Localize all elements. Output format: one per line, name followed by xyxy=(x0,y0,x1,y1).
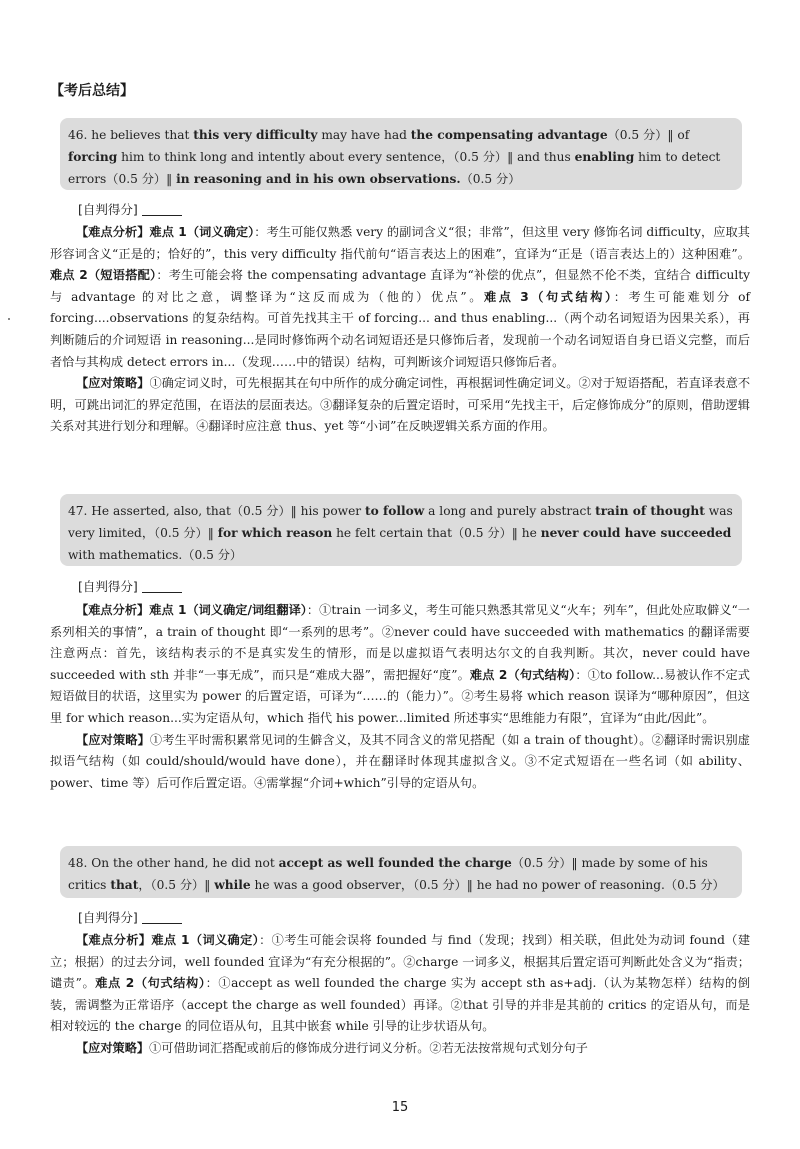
q48-analysis xyxy=(50,930,750,1038)
question-46-box xyxy=(60,118,742,190)
q47-bold: to follow xyxy=(365,504,425,518)
strategy-text: ①可借助词汇搭配或前后的修饰成分进行词义分析。②若无法按常规句式划分句子 xyxy=(149,1040,588,1055)
q48-bold: that xyxy=(110,878,139,892)
q47-text: with mathematics.（0.5 分） xyxy=(68,548,243,562)
self-score-46 xyxy=(78,200,182,218)
q46-text: 46. he believes that xyxy=(68,128,194,142)
q47-analysis xyxy=(50,600,750,730)
analysis-text: ：①accept as well founded the charge 实为 accept sth as+adj.（认为某物怎样）结构的倒装，需调整为正常语序（accept the charge as well founded）再译。②that 引导的并非是其前的 critics 的定语从句，而是相对较远的 the charge 的同位语从句，且其中嵌套 while 引导的让步状语从句。 xyxy=(50,976,751,1034)
q47-bold: never could have succeeded xyxy=(540,526,732,540)
q46-bold: enabling xyxy=(574,150,635,164)
self-score-48 xyxy=(78,908,182,926)
difficulty-2: 难点 2（句式结构） xyxy=(469,667,576,682)
analysis-text: ：考生可能仅熟悉 very 的副词含义“很；非常”，但这里 very 修饰名词 difficulty，应取其形容词含义“正是的；恰好的”，this very difficulty 指代前句“语言表达上的困难”，宜译为“正是（语言表达上的）这种困难”。 xyxy=(50,225,750,261)
q48-text: he was a good observer，（0.5 分）‖ he had no power of reasoning.（0.5 分） xyxy=(250,878,725,892)
q47-strategy xyxy=(50,730,750,795)
q46-bold: the compensating advantage xyxy=(410,128,608,142)
analysis-text: ：①train 一词多义，考生可能只熟悉其常见义“火车；列车”，但此处应取僻义“一系列相关的事情”，a train of thought 即“一系列的思考”。②never could have succeeded with mathematics 的翻译需要注意两点：首先，该结构表示的不是真实发生的情形，而是以虚拟语气表明达尔文的自我判断。其次，never could have succeeded with sth 并非“一事无成”，而只是“难成大器”，需把握好“度”。 xyxy=(50,603,750,682)
q47-text: 47. He asserted, also, that（0.5 分）‖ his power xyxy=(68,504,366,518)
analysis-text: ：考生可能难划分 of forcing....observations 的复杂结构。可首先找其主干 of forcing... and thus enabling...（两个动名词短语为因果关系），再判断随后的介词短语 in reasoning...是同时修饰两个动名词短语还是只修饰后者，发现前一个动名词短语自身已语义完整，而后者恰与其构成 detect errors in...（发现……中的错误）结构，可判断该介词短语只修饰后者。 xyxy=(50,289,750,369)
q48-bold: while xyxy=(214,878,251,892)
score-blank[interactable] xyxy=(142,580,182,593)
q47-text: was very limited，（0.5 分）‖ xyxy=(68,504,733,540)
self-score-47 xyxy=(78,577,182,595)
section-title: 【考后总结】 xyxy=(50,83,134,99)
score-blank[interactable] xyxy=(142,911,182,924)
strategy-label: 【应对策略】 xyxy=(76,1040,150,1055)
analysis-label: 【难点分析】 xyxy=(76,225,150,239)
q47-text: he felt certain that（0.5 分）‖ he xyxy=(332,526,541,540)
q47-bold: for which reason xyxy=(217,526,333,540)
strategy-label: 【应对策略】 xyxy=(76,376,150,391)
strategy-text: ①考生平时需积累常见词的生僻含义，及其不同含义的常见搭配（如 a train of thought）。②翻译时需识别虚拟语气结构（如 could/should/would have done），并在翻译时体现其虚拟含义。③不定式短语在一些名词（如 ability、power、time 等）后可作后置定语。④需掌握“介词+which”引导的定语从句。 xyxy=(50,732,750,790)
difficulty-1: 难点 1（词义确定/词组翻译） xyxy=(149,603,307,617)
analysis-text: ：考生可能会将 the compensating advantage 直译为“补偿的优点”，但显然不伦不类，宜结合 difficulty 与 advantage 的对比之意，调整译为“这反而成为（他的）优点”。 xyxy=(50,268,750,304)
difficulty-2: 难点 2（短语搭配） xyxy=(50,268,157,283)
q46-bold: this very difficulty xyxy=(193,128,318,142)
q46-analysis xyxy=(50,222,750,373)
self-score-label: [自判得分] xyxy=(78,579,138,594)
q46-bold: in reasoning and in his own observations. xyxy=(176,172,461,186)
q47-analysis-block xyxy=(50,600,750,794)
q48-analysis-block xyxy=(50,930,750,1060)
q46-analysis-block xyxy=(50,222,750,438)
analysis-label: 【难点分析】 xyxy=(76,603,150,617)
strategy-label: 【应对策略】 xyxy=(76,732,150,747)
q46-text: him to think long and intently about every sentence，（0.5 分）‖ and thus xyxy=(117,150,575,164)
q48-bold: accept as well founded the charge xyxy=(278,856,512,870)
q48-text: ，（0.5 分）‖ xyxy=(138,878,215,892)
q47-text: a long and purely abstract xyxy=(424,504,596,518)
q46-text: （0.5 分）‖ of xyxy=(607,128,690,142)
q48-text: （0.5 分）‖ made by some of his critics xyxy=(68,856,708,892)
question-47-box xyxy=(60,494,742,566)
q46-text: （0.5 分） xyxy=(460,172,521,186)
self-score-label: [自判得分] xyxy=(78,910,138,925)
page-number: 15 xyxy=(391,1100,409,1115)
q46-text: him to detect errors（0.5 分）‖ xyxy=(68,150,721,186)
q48-strategy xyxy=(50,1038,750,1060)
q46-bold: forcing xyxy=(68,150,118,164)
difficulty-3: 难点 3（句式结构） xyxy=(483,289,614,304)
analysis-label: 【难点分析】 xyxy=(76,933,152,947)
difficulty-2: 难点 2（句式结构） xyxy=(95,976,206,991)
strategy-text: ①确定词义时，可先根据其在句中所作的成分确定词性，再根据词性确定词义。②对于短语搭配，若直译表意不明，可跳出词汇的界定范围，在语法的层面表达。③翻译复杂的后置定语时，可采用“先找主干，后定修饰成分”的原则，借助逻辑关系对其进行划分和理解。④翻译时应注意 thus、yet 等“小词”在反映逻辑关系方面的作用。 xyxy=(50,376,751,434)
score-blank[interactable] xyxy=(142,203,182,216)
difficulty-1: 难点 1（词义确定） xyxy=(149,225,255,239)
q48-text: 48. On the other hand, he did not xyxy=(68,856,279,870)
analysis-text: ：①考生可能会误将 founded 与 find（发现；找到）相关联，但此处为动词 found（建立；根据）的过去分词，well founded 宜译为“有充分根据的”。②charge 一词多义，根据其后置定语可判断此处含义为“指责；谴责”。 xyxy=(50,933,751,991)
difficulty-1: 难点 1（词义确定） xyxy=(151,933,260,947)
self-score-label: [自判得分] xyxy=(78,202,138,217)
scan-speck xyxy=(8,318,10,320)
question-48-box xyxy=(60,846,742,898)
analysis-text: ：①to follow...易被认作不定式短语做目的状语，这里实为 power 的后置定语，可译为“……的（能力）”。②考生易将 which reason 误译为“哪种原因”，但这里 for which reason...实为定语从句，which 指代 his power...limited 所述事实“思维能力有限”，宜译为“由此/因此”。 xyxy=(50,667,750,725)
q47-bold: train of thought xyxy=(595,504,705,518)
q46-text: may have had xyxy=(317,128,411,142)
q46-strategy xyxy=(50,373,750,438)
